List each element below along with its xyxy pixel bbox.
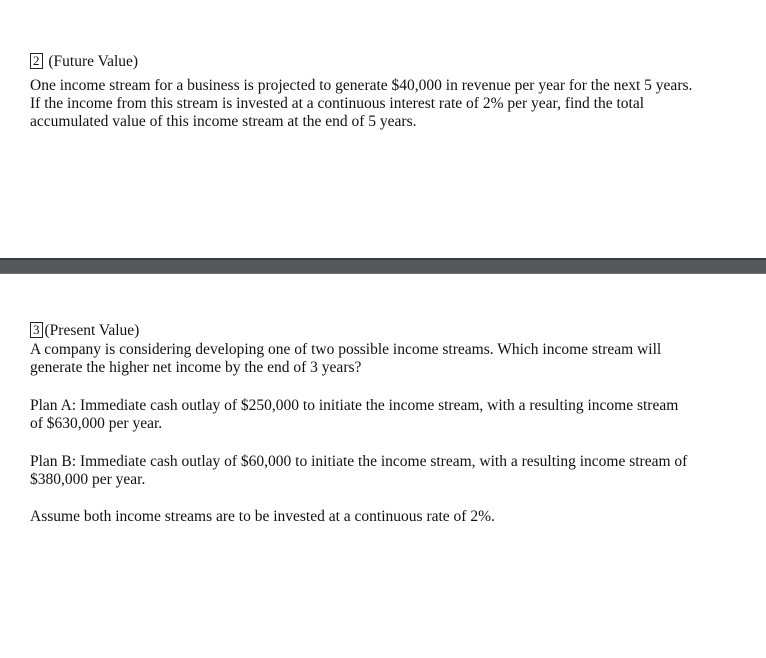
plan-b-text-line: Plan B: Immediate cash outlay of $60,000 to initiate the income stream, with a resulting income stream of <box>30 453 688 470</box>
problem-text-line: generate the higher net income by the end of 3 years? <box>30 359 362 376</box>
plan-b-text-line: $380,000 per year. <box>30 471 146 488</box>
problem-text-line: One income stream for a business is projected to generate $40,000 in revenue per year for the next 5 years. <box>30 77 693 94</box>
problem-title: (Present Value) <box>44 322 140 339</box>
problem-text-line: If the income from this stream is invested at a continuous interest rate of 2% per year, find the total <box>30 95 645 112</box>
problem-text-line: A company is considering developing one of two possible income streams. Which income stream will <box>30 341 662 358</box>
problem-title: (Future Value) <box>48 53 139 70</box>
problem-3-heading <box>30 322 139 340</box>
problem-2-heading <box>30 53 138 71</box>
assumption-text: Assume both income streams are to be invested at a continuous rate of 2%. <box>30 508 495 525</box>
problem-2-section <box>0 0 766 258</box>
problem-text-line: accumulated value of this income stream at the end of 5 years. <box>30 113 417 130</box>
problem-number-box: 3 <box>30 322 43 338</box>
plan-a-text-line: of $630,000 per year. <box>30 415 163 432</box>
problem-3-section <box>0 274 766 658</box>
problem-number-box: 2 <box>30 53 43 69</box>
plan-a-text-line: Plan A: Immediate cash outlay of $250,000 to initiate the income stream, with a resulting income stream <box>30 397 679 414</box>
page-break-divider <box>0 258 766 274</box>
